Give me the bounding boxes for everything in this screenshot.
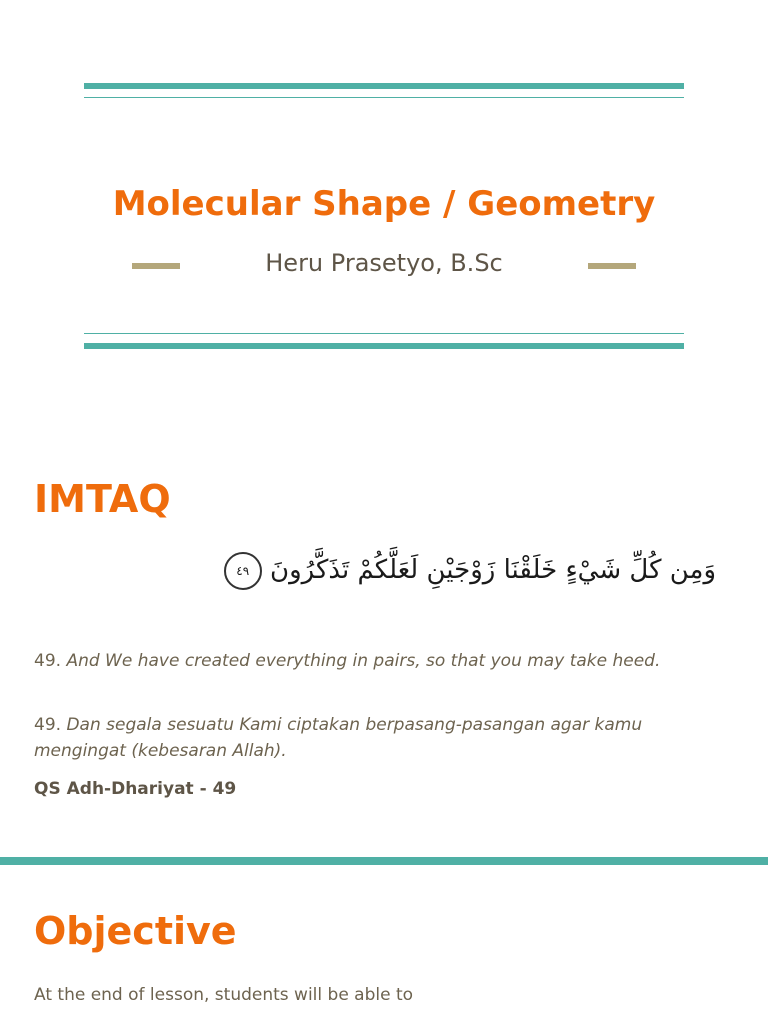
indonesian-translation [34, 712, 734, 764]
verse-number-ornament-icon [224, 552, 262, 590]
verse-number: ٤٩ [236, 563, 250, 578]
english-translation [34, 648, 734, 674]
indonesian-verse-text: Dan segala sesuatu Kami ciptakan berpasang-pasangan agar kamu mengingat (kebesaran Allah). [34, 715, 643, 761]
top-thin-rule [84, 97, 684, 98]
english-verse-text: And We have created everything in pairs, so that you may take heed. [66, 651, 661, 671]
objective-heading: Objective [34, 909, 237, 953]
top-thick-rule [84, 83, 684, 89]
objective-intro: At the end of lesson, students will be able to [34, 985, 414, 1005]
bottom-thick-rule [84, 343, 684, 349]
arabic-verse-text: وَمِن كُلِّ شَيْءٍ خَلَقْنَا زَوْجَيْنِ لَعَلَّكُمْ تَذَكَّرُونَ [269, 555, 716, 585]
indonesian-verse-number: 49. [34, 715, 62, 735]
slide-title: Molecular Shape / Geometry [112, 184, 656, 224]
verse-reference: QS Adh-Dhariyat - 49 [34, 779, 237, 799]
bottom-thin-rule [84, 333, 684, 334]
author-name: Heru Prasetyo, B.Sc [265, 249, 503, 277]
title-slide [0, 0, 768, 400]
arabic-verse [236, 546, 716, 594]
imtaq-heading: IMTAQ [34, 477, 171, 521]
slide-divider [0, 857, 768, 865]
right-dash-ornament [588, 263, 636, 269]
english-verse-number: 49. [34, 651, 62, 671]
